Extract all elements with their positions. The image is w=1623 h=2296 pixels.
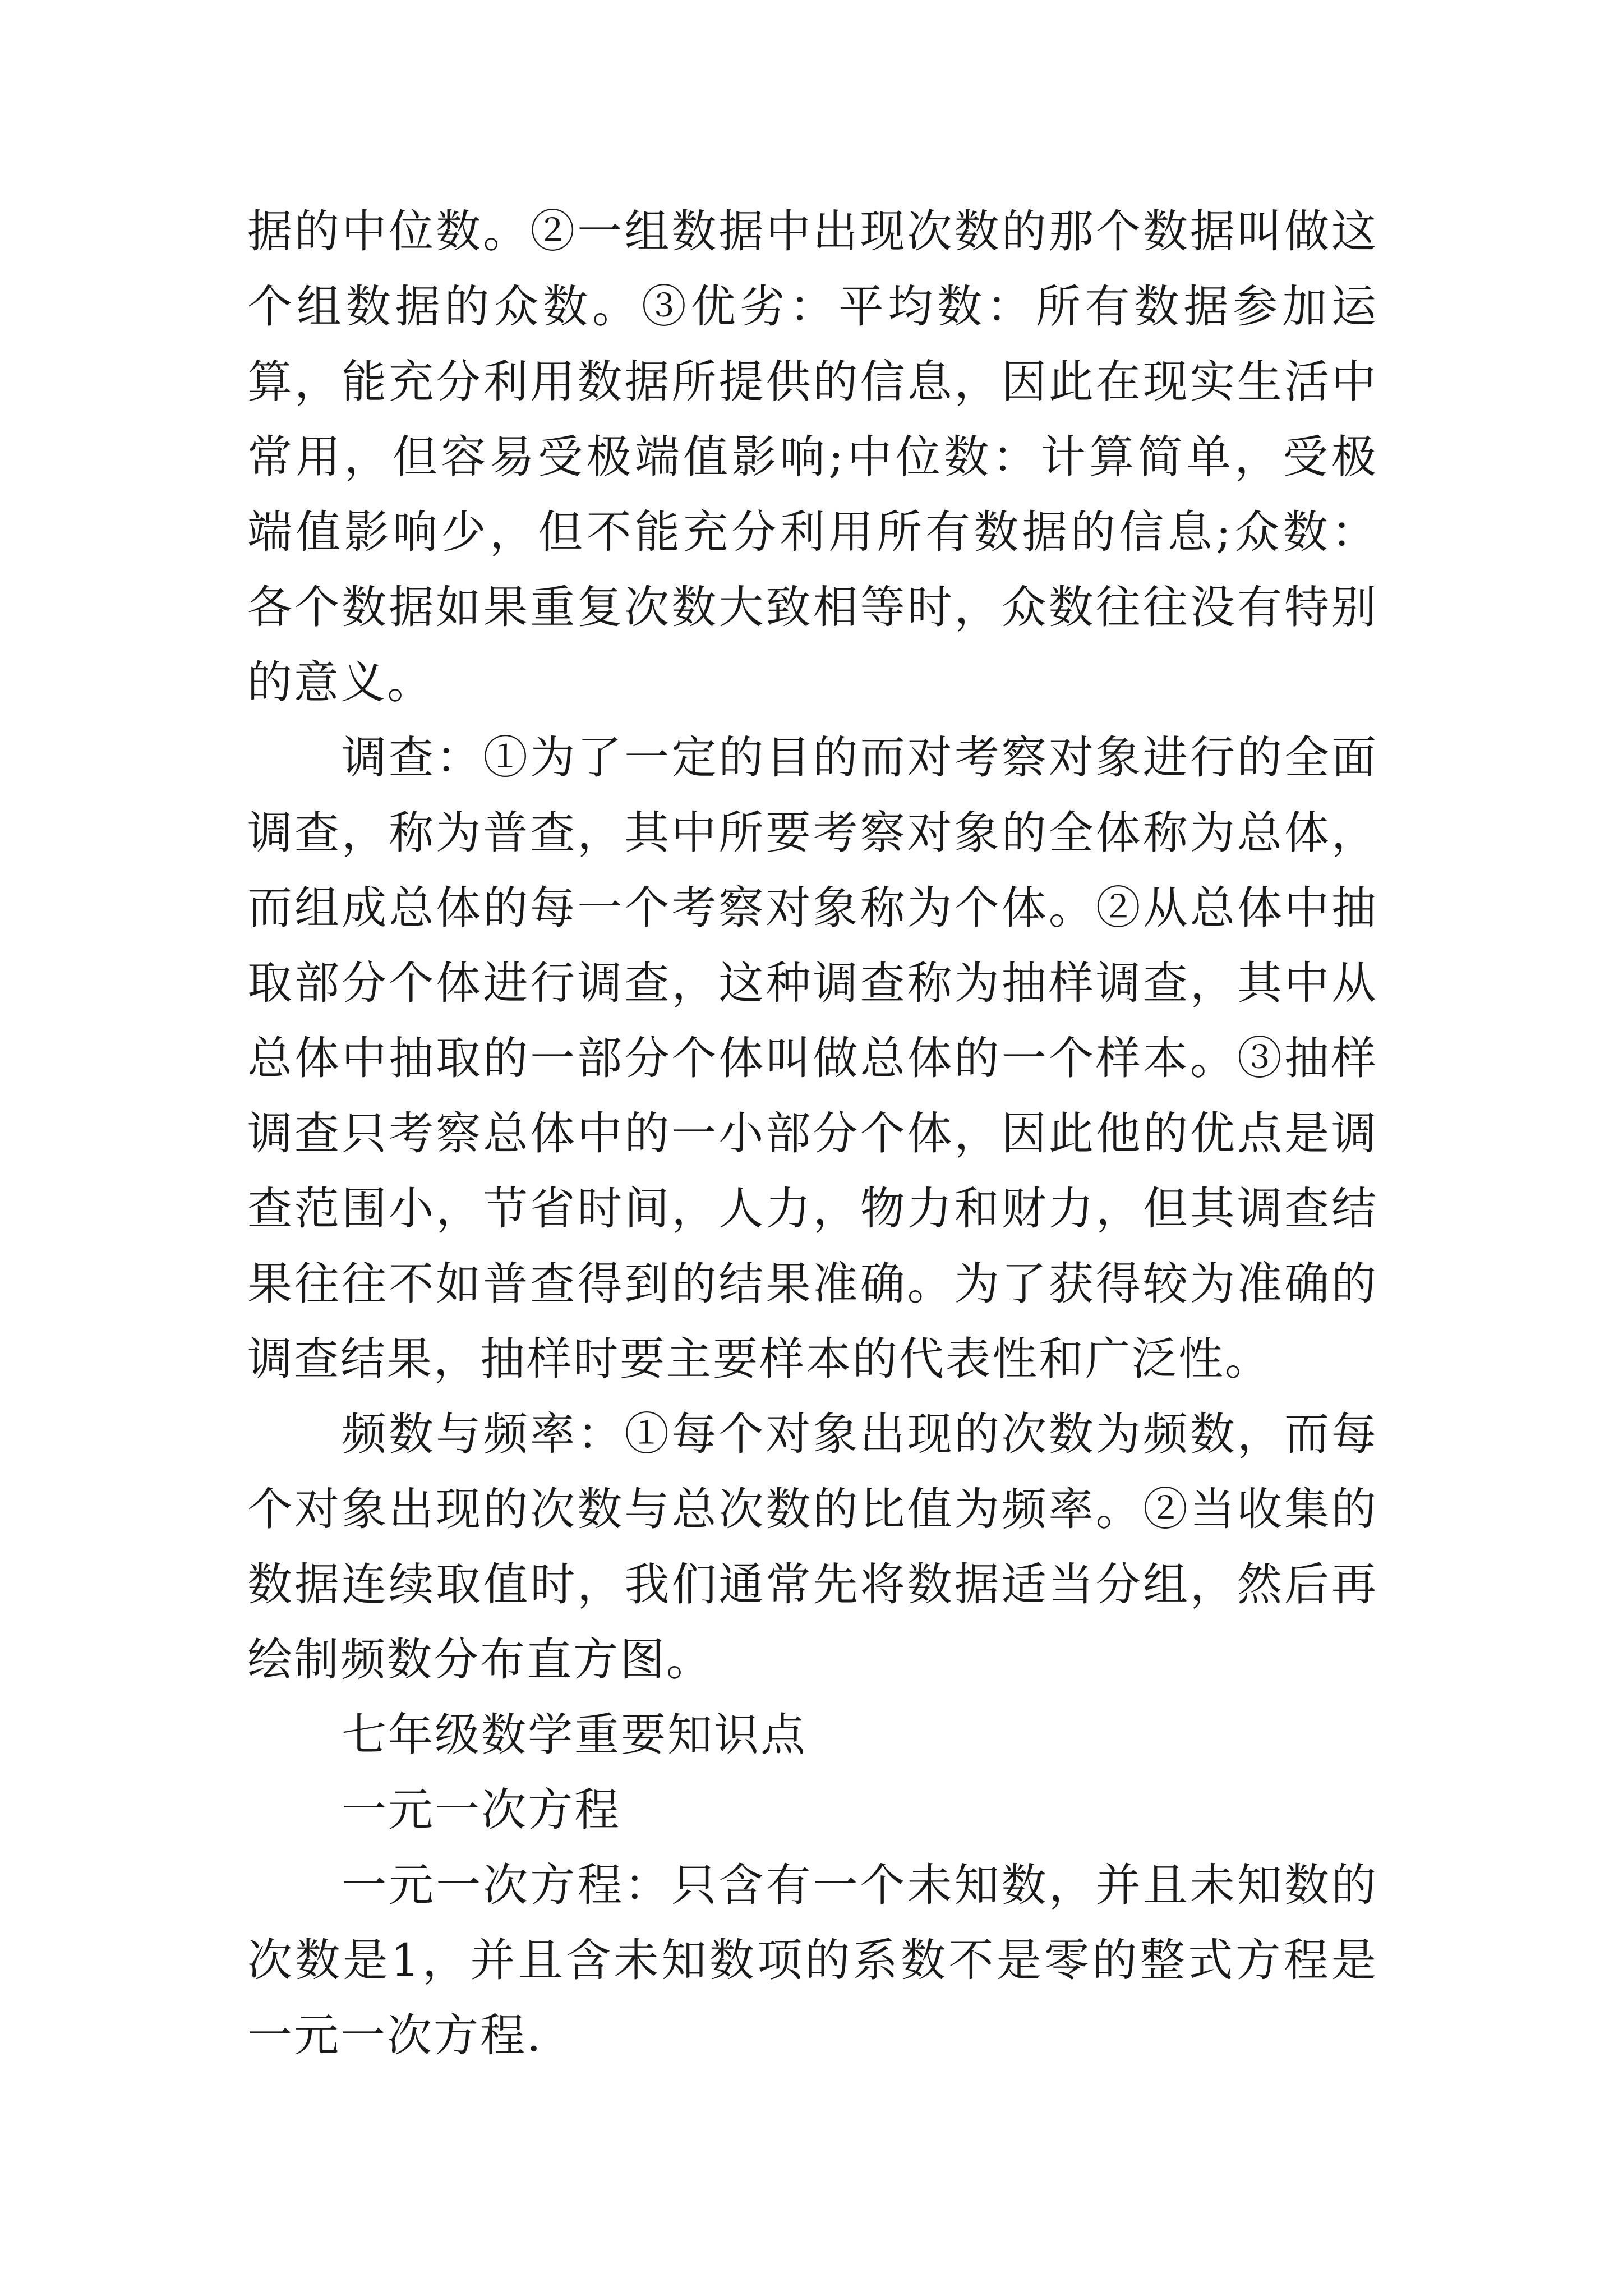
paragraph-averages-continued: 据的中位数。②一组数据中出现次数的那个数据叫做这个组数据的众数。③优劣：平均数：所有数据参加运算，能充分利用数据所提供的信息，因此在现实生活中常用，但容易受极端值影响;中位数：计算简单，受极端值影响少，但不能充分利用所有数据的信息;众数：各个数据如果重复次数大致相等时，众数往往没有特别的意义。 — [247, 205, 1378, 708]
section-heading-linear-equation: 一元一次方程 — [342, 1784, 621, 1836]
paragraph-frequency: 频数与频率：①每个对象出现的次数为频数，而每个对象出现的次数与总次数的比值为频率。②当收集的数据连续取值时，我们通常先将数据适当分组，然后再绘制频数分布直方图。 — [247, 1408, 1378, 1686]
paragraph-linear-equation-definition: 一元一次方程：只含有一个未知数，并且未知数的次数是1，并且含未知数项的系数不是零的整式方程是一元一次方程. — [247, 1859, 1378, 2062]
section-heading-grade7: 七年级数学重要知识点 — [342, 1709, 807, 1761]
document-body — [247, 194, 1378, 2073]
paragraph-survey: 调查：①为了一定的目的而对考察对象进行的全面调查，称为普查，其中所要考察对象的全体称为总体，而组成总体的每一个考察对象称为个体。②从总体中抽取部分个体进行调查，这种调查称为抽样调查，其中从总体中抽取的一部分个体叫做总体的一个样本。③抽样调查只考察总体中的一小部分个体，因此他的优点是调查范围小，节省时间，人力，物力和财力，但其调查结果往往不如普查得到的结果准确。为了获得较为准确的调查结果，抽样时要主要样本的代表性和广泛性。 — [247, 731, 1378, 1385]
